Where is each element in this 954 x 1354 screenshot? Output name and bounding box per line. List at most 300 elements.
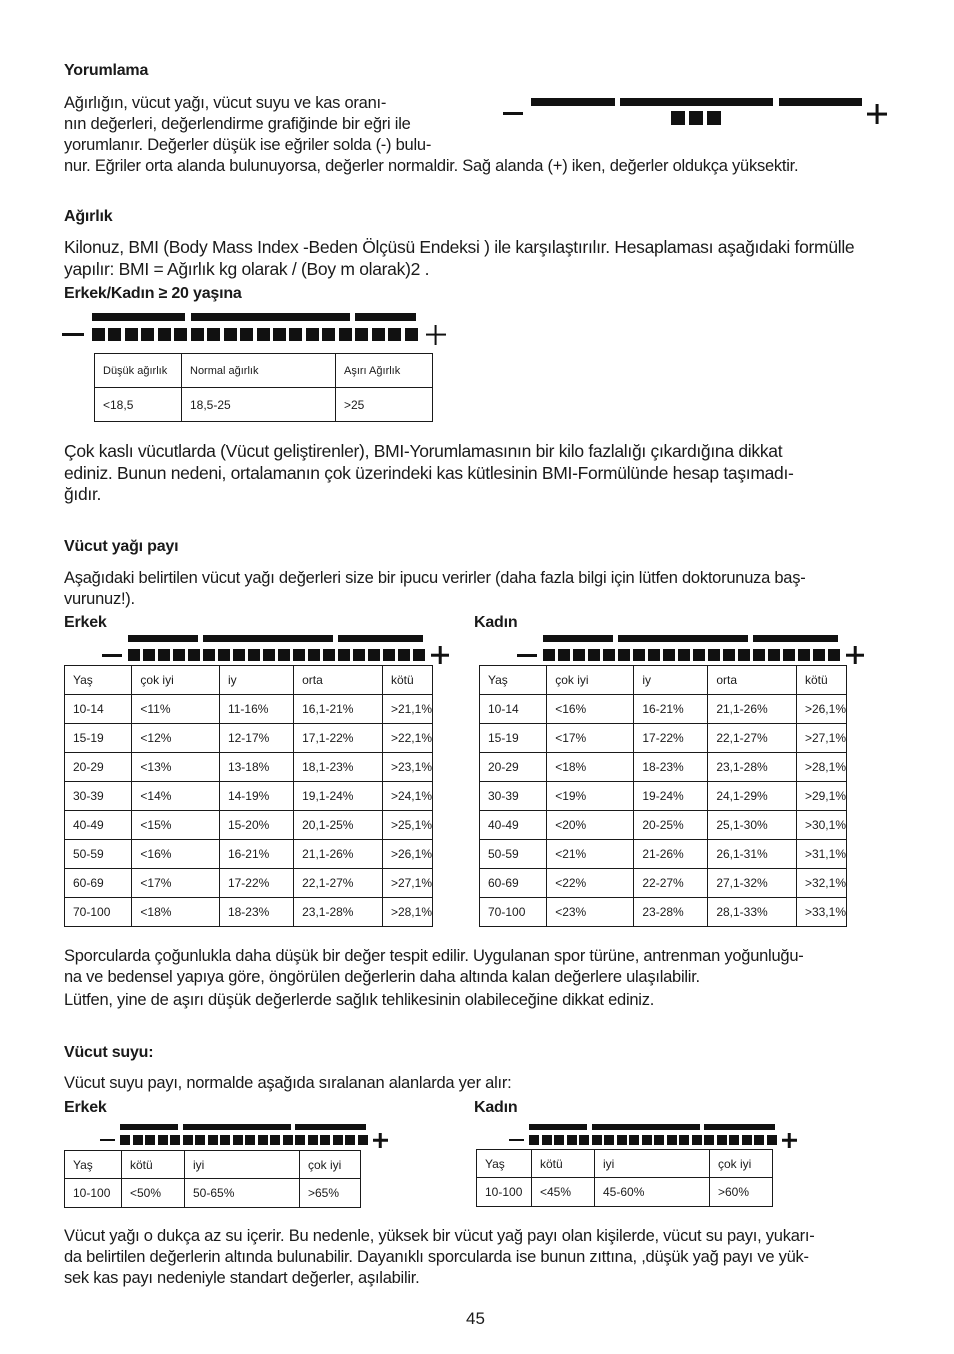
scale-segment: [704, 1135, 714, 1145]
plus-sign-icon: [846, 646, 864, 664]
range-bar-high: [338, 635, 423, 642]
table-row: [65, 869, 433, 898]
table-header-cell: çok iyi: [710, 1150, 773, 1178]
range-bar-low: [120, 1124, 178, 1130]
water-scale-men: [100, 1124, 388, 1147]
plus-sign-icon: [782, 1133, 797, 1148]
table-cell: >26,1%: [382, 840, 432, 869]
table-cell: >25: [336, 388, 433, 422]
fat-scale-men: [102, 635, 449, 663]
table-cell: 70-100: [65, 898, 132, 927]
scale-segment: [233, 649, 245, 661]
scale-segment: [339, 328, 352, 341]
table-cell: >27,1%: [382, 869, 432, 898]
scale-segment: [141, 328, 154, 341]
scale-segment: [368, 649, 380, 661]
table-cell: 19,1-24%: [294, 782, 383, 811]
table-cell: 18,1-23%: [294, 753, 383, 782]
yag-paragraph: [64, 568, 805, 610]
scale-segment: [173, 649, 185, 661]
range-bar-normal: [191, 313, 350, 321]
scale-segment: [529, 1135, 539, 1145]
table-cell: 10-100: [65, 1179, 122, 1208]
scale-segment: [143, 649, 155, 661]
scale-segment: [158, 1135, 168, 1145]
table-cell: >28,1%: [796, 753, 846, 782]
table-cell: <17%: [132, 869, 220, 898]
scale-segment: [692, 1135, 702, 1145]
fat-table-women: [479, 665, 847, 927]
table-header-cell: Yaş: [65, 666, 132, 695]
scale-segment: [92, 328, 105, 341]
agirlik-paragraph: [64, 237, 854, 280]
scale-segment: [320, 1135, 330, 1145]
water-table-men: [64, 1150, 361, 1208]
plus-sign-icon: [431, 646, 449, 664]
table-cell: 21,1-26%: [294, 840, 383, 869]
scale-segment: [218, 649, 230, 661]
yag-note: [64, 946, 804, 1011]
table-cell: 25,1-30%: [708, 811, 797, 840]
text-line: yapılır: BMI = Ağırlık kg olarak / (Boy m olarak)2 .: [64, 258, 430, 279]
scale-segment: [289, 328, 302, 341]
table-cell: 22,1-27%: [294, 869, 383, 898]
table-cell: 14-19%: [219, 782, 293, 811]
range-bar-normal: [618, 635, 748, 642]
text-line: nur. Eğriler orta alanda bulunuyorsa, değerler normaldir. Sağ alanda (+) iken, değerler oldukça yüksektir.: [64, 157, 799, 175]
table-cell: 13-18%: [219, 753, 293, 782]
table-header-row: [480, 666, 847, 695]
table-cell: 22-27%: [634, 869, 708, 898]
table-header-cell: kötü: [382, 666, 432, 695]
table-cell: 45-60%: [595, 1178, 710, 1207]
scale-segment: [753, 649, 765, 661]
curve-segment: [707, 111, 721, 125]
table-header-cell: Yaş: [477, 1150, 532, 1178]
scale-segment: [245, 1135, 255, 1145]
table-header-cell: çok iyi: [132, 666, 220, 695]
table-cell: <18%: [547, 753, 634, 782]
minus-sign-icon: [517, 654, 537, 657]
table-cell: 24,1-29%: [708, 782, 797, 811]
table-cell: <13%: [132, 753, 220, 782]
scale-segment: [642, 1135, 652, 1145]
scale-segment: [207, 328, 220, 341]
text-line: sek kas payı nedeniyle standart değerler, aşılabilir.: [64, 1269, 420, 1287]
range-bar-low: [128, 635, 198, 642]
table-cell: 50-59: [480, 840, 547, 869]
scale-segment: [257, 328, 270, 341]
range-bar-low: [529, 1124, 587, 1130]
table-cell: <21%: [547, 840, 634, 869]
scale-segment: [120, 1135, 130, 1145]
scale-segment: [306, 328, 319, 341]
table-cell: 11-16%: [219, 695, 293, 724]
table-cell: <18,5: [95, 388, 182, 422]
scale-segment: [603, 649, 615, 661]
table-cell: >30,1%: [796, 811, 846, 840]
scale-segment: [767, 1135, 777, 1145]
table-cell: 15-19: [480, 724, 547, 753]
range-bar-normal: [592, 1124, 700, 1130]
table-cell: 20,1-25%: [294, 811, 383, 840]
range-bar-normal: [620, 98, 773, 106]
table-cell: <45%: [532, 1178, 595, 1207]
scale-segment: [270, 1135, 280, 1145]
scale-segment: [295, 1135, 305, 1145]
scale-segment: [648, 649, 660, 661]
minus-sign-icon: [100, 1139, 115, 1142]
text-line: Kilonuz, BMI (Body Mass Index -Beden Ölçüsü Endeksi ) ile karşılaştırılır. Hesaplaması aşağıdaki formülle: [64, 237, 855, 257]
text-line: ediniz. Bunun nedeni, ortalamanın çok üzerindeki kas kütlesinin BMI-Formülünde hesap taşımadı-: [64, 462, 794, 483]
table-cell: >28,1%: [382, 898, 432, 927]
table-cell: >29,1%: [796, 782, 846, 811]
table-header-row: [65, 666, 433, 695]
scale-segment: [633, 649, 645, 661]
minus-sign-icon: [509, 1139, 524, 1142]
scale-segment: [333, 1135, 343, 1145]
scale-segment: [108, 328, 121, 341]
table-cell: 19-24%: [634, 782, 708, 811]
text-line: Sporcularda çoğunlukla daha düşük bir değer tespit edilir. Uygulanan spor türüne, antrenman yoğunluğu-: [64, 947, 804, 965]
scale-segment: [248, 649, 260, 661]
scale-segment: [308, 1135, 318, 1145]
scale-segment: [405, 328, 418, 341]
table-cell: 20-29: [65, 753, 132, 782]
table-cell: <18%: [132, 898, 220, 927]
scale-segment: [768, 649, 780, 661]
su-note: [64, 1226, 814, 1289]
table-cell: 18,5-25: [182, 388, 336, 422]
text-line: vurunuz!).: [64, 590, 135, 608]
table-cell: <11%: [132, 695, 220, 724]
kadin-label: Kadın: [474, 614, 518, 631]
scale-segment: [308, 649, 320, 661]
scale-segment: [588, 649, 600, 661]
bmi-table: [94, 353, 433, 422]
scale-segment: [693, 649, 705, 661]
table-header-cell: kötü: [796, 666, 846, 695]
table-cell: >23,1%: [382, 753, 432, 782]
table-header-cell: orta: [708, 666, 797, 695]
range-bar-low: [543, 635, 613, 642]
table-cell: 12-17%: [219, 724, 293, 753]
table-cell: <23%: [547, 898, 634, 927]
scale-segment: [383, 649, 395, 661]
table-cell: >32,1%: [796, 869, 846, 898]
scale-segment: [183, 1135, 193, 1145]
minus-sign-icon: [503, 112, 523, 115]
scale-segment: [191, 328, 204, 341]
table-cell: >27,1%: [796, 724, 846, 753]
scale-segment: [592, 1135, 602, 1145]
table-header-row: [65, 1151, 361, 1179]
table-header-cell: iy: [634, 666, 708, 695]
scale-segment: [573, 649, 585, 661]
water-scale-women: [509, 1124, 797, 1147]
scale-segment: [542, 1135, 552, 1145]
table-header-cell: iy: [219, 666, 293, 695]
scale-segment: [654, 1135, 664, 1145]
table-cell: 30-39: [480, 782, 547, 811]
scale-segment: [783, 649, 795, 661]
page-number: 45: [466, 1309, 485, 1328]
text-line: Aşağıdaki belirtilen vücut yağı değerleri size bir ipucu verirler (daha fazla bilgi için lütfen doktorunuza baş-: [64, 569, 806, 587]
scale-segment: [554, 1135, 564, 1145]
range-bar-high: [704, 1124, 775, 1130]
range-bar-high: [355, 313, 415, 321]
table-header-cell: çok iyi: [547, 666, 634, 695]
range-bar-normal: [183, 1124, 291, 1130]
table-cell: >25,1%: [382, 811, 432, 840]
table-cell: 60-69: [480, 869, 547, 898]
scale-segment: [323, 649, 335, 661]
table-row: [480, 753, 847, 782]
table-row: [480, 811, 847, 840]
table-cell: <22%: [547, 869, 634, 898]
table-header-cell: kötü: [122, 1151, 185, 1179]
range-bar-normal: [203, 635, 333, 642]
scale-segment: [604, 1135, 614, 1145]
table-cell: <50%: [122, 1179, 185, 1208]
table-header-cell: Aşırı Ağırlık: [336, 354, 433, 388]
scale-segment: [754, 1135, 764, 1145]
table-cell: 18-23%: [634, 753, 708, 782]
table-cell: 10-14: [65, 695, 132, 724]
scale-segment: [388, 328, 401, 341]
scale-segment: [145, 1135, 155, 1145]
scale-segment: [629, 1135, 639, 1145]
table-cell: <15%: [132, 811, 220, 840]
scale-segment: [133, 1135, 143, 1145]
table-cell: 28,1-33%: [708, 898, 797, 927]
table-header-cell: Normal ağırlık: [182, 354, 336, 388]
scale-segment: [729, 1135, 739, 1145]
table-row: [65, 695, 433, 724]
table-row: [480, 695, 847, 724]
scale-segment: [398, 649, 410, 661]
table-row: [65, 782, 433, 811]
table-cell: >65%: [300, 1179, 361, 1208]
table-header-cell: iyi: [185, 1151, 300, 1179]
scale-segment: [125, 328, 138, 341]
table-cell: 18-23%: [219, 898, 293, 927]
table-header-cell: Düşük ağırlık: [95, 354, 182, 388]
table-cell: <16%: [547, 695, 634, 724]
fat-scale-women: [517, 635, 864, 663]
scale-segment: [353, 649, 365, 661]
scale-segment: [322, 328, 335, 341]
range-bar-low: [92, 313, 185, 321]
scale-segment: [355, 328, 368, 341]
table-cell: >24,1%: [382, 782, 432, 811]
table-cell: 60-69: [65, 869, 132, 898]
range-bar-low: [531, 98, 615, 106]
scale-segment: [263, 649, 275, 661]
text-line: da belirtilen değerlerin altında bulunabilir. Dayanıklı sporcularda ise bunun zıttına, ,düşük yağ payı ve yük-: [64, 1248, 809, 1266]
text-line: na ve bedensel yapıya göre, öngörülen değerlerin daha altında kalan değerlere ulaşılabilir.: [64, 968, 700, 986]
scale-segment: [717, 1135, 727, 1145]
scale-segment: [663, 649, 675, 661]
scale-segment: [195, 1135, 205, 1145]
range-bar-high: [295, 1124, 366, 1130]
minus-sign-icon: [102, 654, 122, 657]
table-cell: <20%: [547, 811, 634, 840]
text-line: Vücut yağı o dukça az su içerir. Bu nedenle, yüksek bir vücut yağ payı olan kişilerde, vücut su payı, yukarı-: [64, 1227, 815, 1245]
scale-segment: [203, 649, 215, 661]
table-row: [95, 388, 433, 422]
fat-table-men: [64, 665, 433, 927]
table-header-row: [95, 354, 433, 388]
section-heading-yorumlama: Yorumlama: [64, 62, 149, 79]
table-header-cell: iyi: [595, 1150, 710, 1178]
scale-segment: [543, 649, 555, 661]
scale-segment: [723, 649, 735, 661]
scale-segment: [617, 1135, 627, 1145]
table-cell: 70-100: [480, 898, 547, 927]
table-cell: 20-29: [480, 753, 547, 782]
plus-sign-icon: [373, 1133, 388, 1148]
scale-segment: [158, 328, 171, 341]
table-cell: <14%: [132, 782, 220, 811]
scale-segment: [224, 328, 237, 341]
scale-segment: [372, 328, 385, 341]
text-line: Lütfen, yine de aşırı düşük değerlerde sağlık tehlikesinin olabileceğine dikkat ediniz.: [64, 991, 655, 1009]
agirlik-subheading: Erkek/Kadın ≥ 20 yaşına: [64, 285, 242, 302]
table-cell: <12%: [132, 724, 220, 753]
table-header-cell: kötü: [532, 1150, 595, 1178]
scale-segment: [742, 1135, 752, 1145]
scale-segment: [283, 1135, 293, 1145]
erkek-label: Erkek: [64, 1099, 107, 1116]
table-cell: 22,1-27%: [708, 724, 797, 753]
table-cell: >22,1%: [382, 724, 432, 753]
scale-segment: [158, 649, 170, 661]
table-cell: 15-19: [65, 724, 132, 753]
scale-segment: [679, 1135, 689, 1145]
section-heading-su: Vücut suyu:: [64, 1044, 154, 1061]
scale-segment: [708, 649, 720, 661]
scale-segment: [220, 1135, 230, 1145]
scale-segment: [813, 649, 825, 661]
su-paragraph: [64, 1073, 511, 1094]
table-row: [65, 1179, 361, 1208]
table-cell: <17%: [547, 724, 634, 753]
table-row: [65, 753, 433, 782]
scale-segment: [413, 649, 425, 661]
table-cell: 40-49: [65, 811, 132, 840]
range-bar-high: [779, 98, 862, 106]
table-cell: 20-25%: [634, 811, 708, 840]
text-line: Çok kaslı vücutlarda (Vücut geliştirenler), BMI-Yorumlamasının bir kilo fazlalığı çıkardığına dikkat: [64, 441, 783, 461]
table-header-row: [477, 1150, 773, 1178]
scale-segment: [273, 328, 286, 341]
plus-sign-icon: [867, 104, 887, 124]
scale-segment: [558, 649, 570, 661]
table-cell: 17-22%: [219, 869, 293, 898]
table-row: [65, 811, 433, 840]
section-heading-agirlik: Ağırlık: [64, 208, 113, 225]
scale-segment: [188, 649, 200, 661]
table-row: [480, 782, 847, 811]
table-row: [480, 898, 847, 927]
scale-segment: [828, 649, 840, 661]
table-row: [480, 869, 847, 898]
scale-segment: [258, 1135, 268, 1145]
scale-segment: [208, 1135, 218, 1145]
table-cell: 26,1-31%: [708, 840, 797, 869]
table-cell: 16,1-21%: [294, 695, 383, 724]
table-header-cell: Yaş: [480, 666, 547, 695]
table-cell: 16-21%: [219, 840, 293, 869]
table-cell: 10-14: [480, 695, 547, 724]
scale-segment: [174, 328, 187, 341]
erkek-label: Erkek: [64, 614, 107, 631]
water-table-women: [476, 1149, 773, 1207]
table-cell: <16%: [132, 840, 220, 869]
table-cell: 21,1-26%: [708, 695, 797, 724]
table-cell: 17-22%: [634, 724, 708, 753]
scale-segment: [738, 649, 750, 661]
scale-segment: [233, 1135, 243, 1145]
table-row: [65, 840, 433, 869]
text-line: ğıdır.: [64, 484, 102, 504]
scale-segment: [293, 649, 305, 661]
table-cell: 30-39: [65, 782, 132, 811]
table-cell: 50-59: [65, 840, 132, 869]
scale-segment: [278, 649, 290, 661]
table-cell: 23-28%: [634, 898, 708, 927]
table-row: [480, 724, 847, 753]
table-row: [65, 898, 433, 927]
table-cell: <19%: [547, 782, 634, 811]
plus-sign-icon: [426, 325, 446, 345]
table-cell: 10-100: [477, 1178, 532, 1207]
scale-segment: [798, 649, 810, 661]
scale-segment: [358, 1135, 368, 1145]
table-cell: >21,1%: [382, 695, 432, 724]
table-cell: >60%: [710, 1178, 773, 1207]
scale-segment: [618, 649, 630, 661]
table-cell: >31,1%: [796, 840, 846, 869]
table-row: [65, 724, 433, 753]
table-cell: 50-65%: [185, 1179, 300, 1208]
scale-segment: [567, 1135, 577, 1145]
table-header-cell: çok iyi: [300, 1151, 361, 1179]
table-cell: 21-26%: [634, 840, 708, 869]
scale-segment: [170, 1135, 180, 1145]
table-cell: 27,1-32%: [708, 869, 797, 898]
scale-segment: [338, 649, 350, 661]
kadin-label: Kadın: [474, 1099, 518, 1116]
table-cell: 15-20%: [219, 811, 293, 840]
table-header-cell: Yaş: [65, 1151, 122, 1179]
scale-segment: [128, 649, 140, 661]
table-header-cell: orta: [294, 666, 383, 695]
bmi-scale: [62, 313, 446, 343]
scale-segment: [667, 1135, 677, 1145]
table-row: [480, 840, 847, 869]
minus-sign-icon: [62, 333, 84, 336]
scale-segment: [345, 1135, 355, 1145]
text-line: Vücut suyu payı, normalde aşağıda sıralanan alanlarda yer alır:: [64, 1074, 512, 1092]
table-cell: 17,1-22%: [294, 724, 383, 753]
table-cell: 40-49: [480, 811, 547, 840]
agirlik-note: [64, 441, 794, 506]
curve-segment: [671, 111, 685, 125]
scale-segment: [579, 1135, 589, 1145]
evaluation-graph: [503, 95, 895, 130]
